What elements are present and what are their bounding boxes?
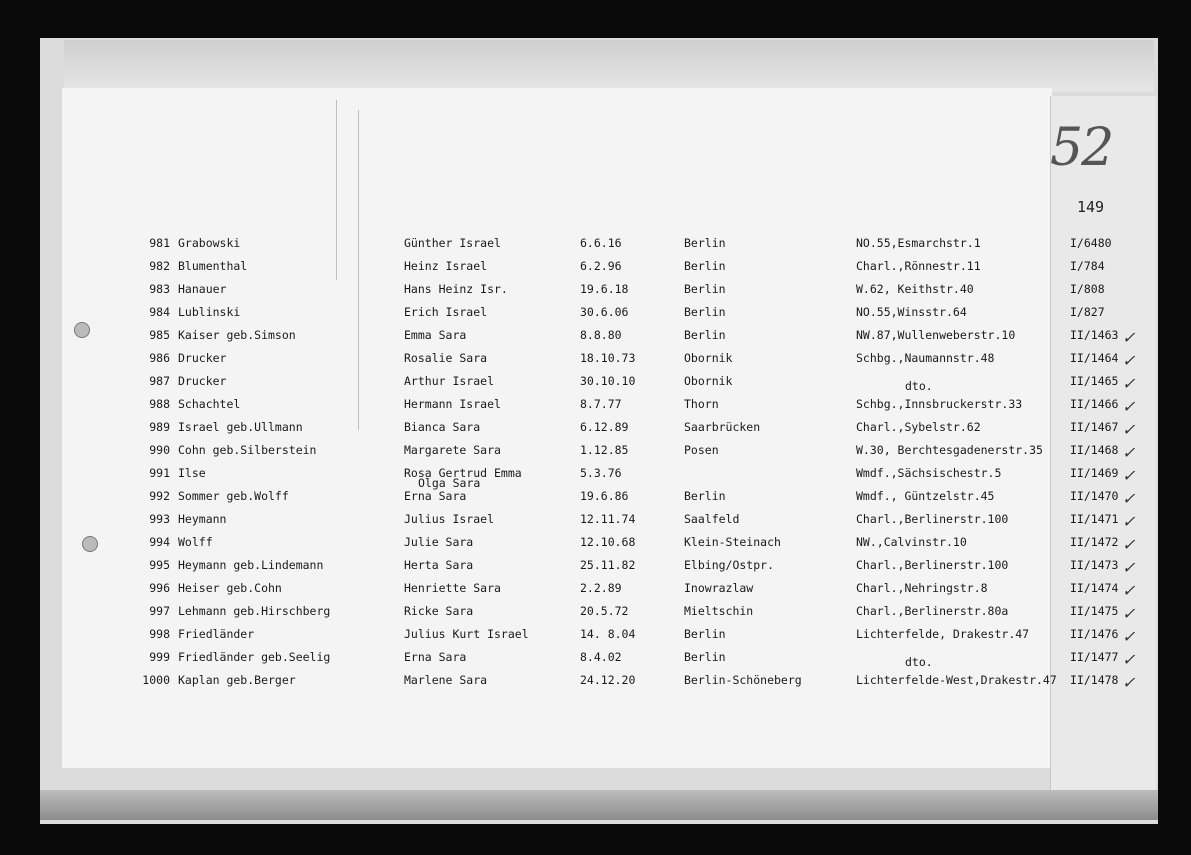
birth-date: 8.7.77 [580, 397, 622, 411]
birth-place: Berlin [684, 282, 726, 296]
entry-number: 986 [149, 351, 170, 365]
entry-number: 997 [149, 604, 170, 618]
given-names: Rosalie Sara [404, 351, 488, 365]
surname: Kaplan geb.Berger [178, 673, 296, 687]
birth-place: Thorn [684, 397, 719, 411]
given-names: Henriette Sara [404, 581, 501, 595]
reference-number: II/1478 [1070, 673, 1119, 687]
table-row [0, 535, 1191, 555]
address: Lichterfelde-West,Drakestr.47 [856, 673, 1057, 687]
entry-number: 991 [149, 466, 170, 480]
entry-number: 984 [149, 305, 170, 319]
address: Lichterfelde, Drakestr.47 [856, 627, 1030, 641]
given-names: Marlene Sara [404, 673, 488, 687]
top-paper-strip [64, 40, 1154, 92]
table-row [0, 673, 1191, 693]
reference-number: II/1470 [1070, 489, 1119, 503]
birth-place: Berlin [684, 627, 726, 641]
reference-number: II/1468 [1070, 443, 1119, 457]
address: Schbg.,Innsbruckerstr.33 [856, 397, 1023, 411]
page-number: 149 [1077, 198, 1105, 216]
birth-place: Posen [684, 443, 719, 457]
entry-number: 988 [149, 397, 170, 411]
address: NW.,Calvinstr.10 [856, 535, 967, 549]
check-mark: ✓ [1122, 673, 1136, 692]
table-row [0, 374, 1191, 394]
reference-number: I/808 [1070, 282, 1105, 296]
birth-place: Saalfeld [684, 512, 740, 526]
table-row [0, 489, 1191, 509]
table-row [0, 627, 1191, 647]
address: Charl.,Sybelstr.62 [856, 420, 981, 434]
birth-date: 25.11.82 [580, 558, 636, 572]
surname: Drucker [178, 351, 227, 365]
birth-date: 6.12.89 [580, 420, 629, 434]
surname: Drucker [178, 374, 227, 388]
reference-number: II/1475 [1070, 604, 1119, 618]
birth-date: 14. 8.04 [580, 627, 636, 641]
given-names: Margarete Sara [404, 443, 501, 457]
birth-place: Berlin [684, 305, 726, 319]
birth-place: Berlin [684, 259, 726, 273]
reference-number: I/6480 [1070, 236, 1112, 250]
reference-number: II/1476 [1070, 627, 1119, 641]
bottom-shadow [40, 790, 1158, 820]
table-row [0, 581, 1191, 601]
birth-place: Inowrazlaw [684, 581, 754, 595]
reference-number: II/1472 [1070, 535, 1119, 549]
entry-number: 994 [149, 535, 170, 549]
surname: Heymann geb.Lindemann [178, 558, 324, 572]
check-mark: ✓ [1122, 397, 1136, 416]
reference-number: II/1466 [1070, 397, 1119, 411]
check-mark: ✓ [1122, 627, 1136, 646]
given-names: Rosa Gertrud Emma [404, 466, 522, 480]
given-names: Julie Sara [404, 535, 474, 549]
table-row [0, 351, 1191, 371]
reference-number: II/1473 [1070, 558, 1119, 572]
check-mark: ✓ [1122, 512, 1136, 531]
address: Wmdf.,Sächsischestr.5 [856, 466, 1002, 480]
given-names: Arthur Israel [404, 374, 495, 388]
birth-date: 19.6.86 [580, 489, 629, 503]
given-names-continued: Olga Sara [418, 476, 481, 490]
address: Wmdf., Güntzelstr.45 [856, 489, 995, 503]
check-mark: ✓ [1122, 374, 1136, 393]
check-mark: ✓ [1122, 466, 1136, 485]
ditto-mark: dto. [905, 379, 933, 393]
surname: Lublinski [178, 305, 241, 319]
birth-date: 12.10.68 [580, 535, 636, 549]
address: Charl.,Nehringstr.8 [856, 581, 988, 595]
birth-date: 30.10.10 [580, 374, 636, 388]
table-row [0, 604, 1191, 624]
birth-place: Berlin [684, 650, 726, 664]
entry-number: 995 [149, 558, 170, 572]
surname: Israel geb.Ullmann [178, 420, 303, 434]
birth-place: Obornik [684, 351, 733, 365]
check-mark: ✓ [1122, 328, 1136, 347]
reference-number: II/1464 [1070, 351, 1119, 365]
entry-number: 996 [149, 581, 170, 595]
birth-date: 6.2.96 [580, 259, 622, 273]
address: NO.55,Esmarchstr.1 [856, 236, 981, 250]
entry-number: 992 [149, 489, 170, 503]
entry-number: 982 [149, 259, 170, 273]
given-names: Erna Sara [404, 650, 467, 664]
given-names: Julius Israel [404, 512, 495, 526]
entry-number: 1000 [142, 673, 170, 687]
table-row [0, 443, 1191, 463]
birth-place: Saarbrücken [684, 420, 761, 434]
entry-number: 983 [149, 282, 170, 296]
table-row [0, 305, 1191, 325]
address: NW.87,Wullenweberstr.10 [856, 328, 1016, 342]
surname: Heiser geb.Cohn [178, 581, 282, 595]
table-row [0, 282, 1191, 302]
entry-number: 990 [149, 443, 170, 457]
table-row [0, 397, 1191, 417]
check-mark: ✓ [1122, 558, 1136, 577]
reference-number: II/1477 [1070, 650, 1119, 664]
birth-date: 12.11.74 [580, 512, 636, 526]
given-names: Julius Kurt Israel [404, 627, 529, 641]
birth-place: Berlin [684, 489, 726, 503]
given-names: Ricke Sara [404, 604, 474, 618]
given-names: Herta Sara [404, 558, 474, 572]
birth-date: 6.6.16 [580, 236, 622, 250]
table-row [0, 236, 1191, 256]
check-mark: ✓ [1122, 351, 1136, 370]
reference-number: II/1469 [1070, 466, 1119, 480]
birth-place: Berlin [684, 236, 726, 250]
reference-number: I/827 [1070, 305, 1105, 319]
birth-date: 5.3.76 [580, 466, 622, 480]
check-mark: ✓ [1122, 650, 1136, 669]
address: Charl.,Rönnestr.11 [856, 259, 981, 273]
check-mark: ✓ [1122, 535, 1136, 554]
check-mark: ✓ [1122, 420, 1136, 439]
table-row [0, 650, 1191, 670]
address: NO.55,Winsstr.64 [856, 305, 967, 319]
given-names: Erich Israel [404, 305, 488, 319]
entry-number: 985 [149, 328, 170, 342]
given-names: Hermann Israel [404, 397, 501, 411]
birth-place: Berlin-Schöneberg [684, 673, 802, 687]
table-row [0, 420, 1191, 440]
table-row [0, 328, 1191, 348]
birth-date: 24.12.20 [580, 673, 636, 687]
surname: Grabowski [178, 236, 241, 250]
table-row [0, 466, 1191, 490]
surname: Ilse [178, 466, 206, 480]
check-mark: ✓ [1122, 489, 1136, 508]
surname: Friedländer [178, 627, 255, 641]
given-names: Günther Israel [404, 236, 501, 250]
reference-number: II/1467 [1070, 420, 1119, 434]
surname: Blumenthal [178, 259, 248, 273]
reference-number: II/1474 [1070, 581, 1119, 595]
given-names: Hans Heinz Isr. [404, 282, 508, 296]
table-row [0, 558, 1191, 578]
ditto-mark: dto. [905, 655, 933, 669]
given-names: Heinz Israel [404, 259, 488, 273]
surname: Wolff [178, 535, 213, 549]
check-mark: ✓ [1122, 604, 1136, 623]
entry-number: 999 [149, 650, 170, 664]
surname: Cohn geb.Silberstein [178, 443, 317, 457]
entry-number: 987 [149, 374, 170, 388]
check-mark: ✓ [1122, 443, 1136, 462]
entry-number: 981 [149, 236, 170, 250]
given-names: Erna Sara [404, 489, 467, 503]
handwritten-folio-number: 52 [1050, 118, 1113, 178]
entry-number: 989 [149, 420, 170, 434]
birth-place: Berlin [684, 328, 726, 342]
birth-date: 30.6.06 [580, 305, 629, 319]
entry-number: 993 [149, 512, 170, 526]
address: W.30, Berchtesgadenerstr.35 [856, 443, 1043, 457]
reference-number: II/1465 [1070, 374, 1119, 388]
address: W.62, Keithstr.40 [856, 282, 974, 296]
surname: Kaiser geb.Simson [178, 328, 296, 342]
birth-date: 8.8.80 [580, 328, 622, 342]
birth-date: 19.6.18 [580, 282, 629, 296]
surname: Heymann [178, 512, 227, 526]
table-row [0, 259, 1191, 279]
reference-number: II/1463 [1070, 328, 1119, 342]
birth-date: 1.12.85 [580, 443, 629, 457]
birth-date: 18.10.73 [580, 351, 636, 365]
address: Charl.,Berlinerstr.80a [856, 604, 1009, 618]
birth-place: Elbing/Ostpr. [684, 558, 775, 572]
entry-number: 998 [149, 627, 170, 641]
birth-place: Mieltschin [684, 604, 754, 618]
given-names: Bianca Sara [404, 420, 481, 434]
address: Schbg.,Naumannstr.48 [856, 351, 995, 365]
birth-date: 2.2.89 [580, 581, 622, 595]
address: Charl.,Berlinerstr.100 [856, 512, 1009, 526]
surname: Sommer geb.Wolff [178, 489, 289, 503]
birth-date: 8.4.02 [580, 650, 622, 664]
table-row [0, 512, 1191, 532]
surname: Schachtel [178, 397, 241, 411]
birth-place: Klein-Steinach [684, 535, 781, 549]
surname: Friedländer geb.Seelig [178, 650, 331, 664]
given-names: Emma Sara [404, 328, 467, 342]
address: Charl.,Berlinerstr.100 [856, 558, 1009, 572]
surname: Lehmann geb.Hirschberg [178, 604, 331, 618]
birth-place: Obornik [684, 374, 733, 388]
birth-date: 20.5.72 [580, 604, 629, 618]
check-mark: ✓ [1122, 581, 1136, 600]
reference-number: I/784 [1070, 259, 1105, 273]
surname: Hanauer [178, 282, 227, 296]
reference-number: II/1471 [1070, 512, 1119, 526]
